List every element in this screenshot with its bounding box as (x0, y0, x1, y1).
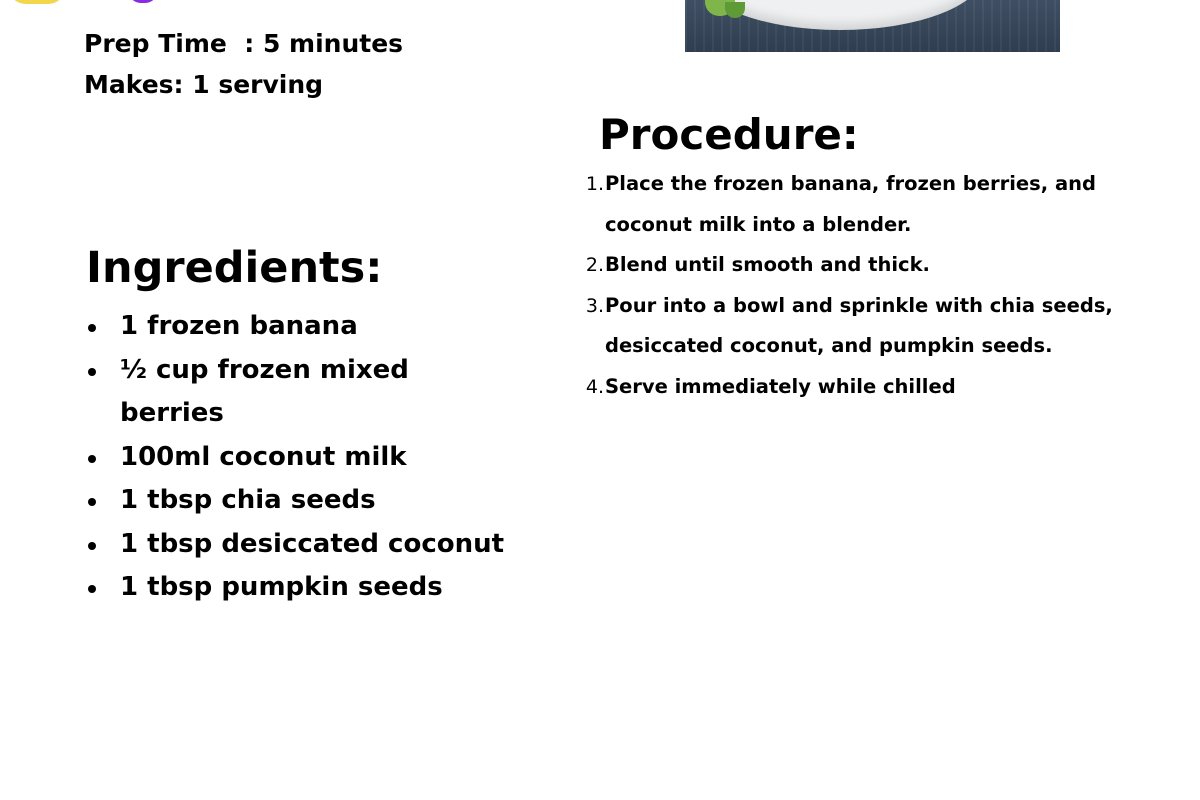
step-text: Blend until smooth and thick. (605, 253, 930, 276)
mint-leaf-image-part (725, 2, 745, 18)
bullet-dot-icon (88, 368, 96, 376)
procedure-steps (582, 164, 1182, 407)
step-number: 4. (585, 375, 604, 398)
ingredients-heading: Ingredients: (86, 243, 383, 293)
ingredient-text: 1 tbsp chia seeds (120, 485, 376, 515)
bullet-dot-icon (88, 455, 96, 463)
ingredients-list (86, 305, 506, 610)
decorative-purple-shape (128, 0, 158, 3)
step-number: 1. (585, 173, 604, 195)
bullet-dot-icon (88, 585, 96, 593)
decorative-yellow-shape (8, 0, 66, 4)
bullet-dot-icon (88, 324, 96, 332)
procedure-heading: Procedure: (599, 110, 859, 159)
step-text: Place the frozen banana, frozen berries, and coconut milk into a blender. (605, 172, 1096, 236)
bullet-dot-icon (88, 542, 96, 550)
ingredient-item (86, 305, 506, 349)
step-text: Pour into a bowl and sprinkle with chia seeds, desiccated coconut, and pumpkin seeds. (605, 293, 1113, 357)
procedure-step (582, 367, 1182, 408)
servings: Makes: 1 serving (84, 70, 324, 99)
ingredient-text: ½ cup frozen mixed berries (120, 354, 409, 428)
procedure-step (582, 286, 1182, 367)
prep-time: Prep Time : 5 minutes (84, 29, 404, 58)
procedure-step (582, 164, 1182, 245)
step-number: 2. (585, 254, 604, 276)
procedure-step (582, 245, 1182, 286)
ingredient-text: 100ml coconut milk (120, 441, 407, 472)
smoothie-bowl-photo (685, 0, 1060, 52)
ingredient-text: 1 frozen banana (120, 311, 358, 341)
ingredient-item (86, 523, 506, 567)
step-text: Serve immediately while chilled (605, 374, 956, 398)
ingredient-item (86, 349, 506, 436)
bullet-dot-icon (88, 498, 96, 506)
ingredient-text: 1 tbsp pumpkin seeds (120, 572, 443, 602)
ingredient-item (86, 566, 506, 610)
ingredient-item (86, 436, 506, 480)
step-number: 3. (585, 294, 604, 317)
ingredient-item (86, 479, 506, 523)
ingredient-text: 1 tbsp desiccated coconut (120, 528, 505, 559)
